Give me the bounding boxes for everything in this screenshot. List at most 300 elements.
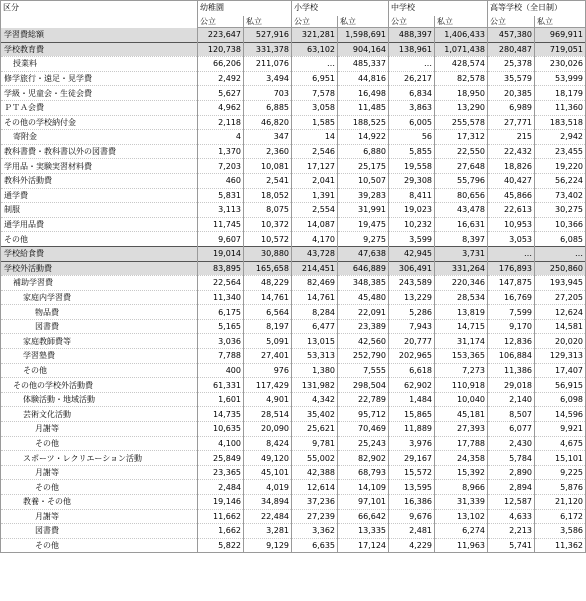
header-group-kindergarten: 幼稚園 [198, 1, 292, 17]
cell-value: 5,784 [488, 451, 535, 466]
cell-value: 48,229 [244, 276, 292, 291]
cell-value: 82,902 [338, 451, 389, 466]
cell-value: 25,175 [338, 159, 389, 174]
cell-value: 8,424 [244, 436, 292, 451]
header-row-groups [1, 1, 586, 17]
cell-value: 21,120 [535, 495, 586, 510]
cell-value: 488,397 [389, 28, 435, 43]
header-private: 私立 [535, 16, 586, 28]
cell-value: 347 [244, 130, 292, 145]
table-row [1, 509, 586, 524]
cell-value: 6,635 [292, 538, 338, 553]
cell-value: 20,385 [488, 86, 535, 101]
cell-value: 321,281 [292, 28, 338, 43]
table-row [1, 261, 586, 276]
table-row [1, 349, 586, 364]
cell-value: 17,124 [338, 538, 389, 553]
cell-value: 3,494 [244, 71, 292, 86]
cell-value: 46,820 [244, 115, 292, 130]
cell-value: 6,005 [389, 115, 435, 130]
cell-value: 73,402 [535, 188, 586, 203]
cell-value: 15,392 [435, 465, 488, 480]
cell-value: 5,286 [389, 305, 435, 320]
cell-value: 35,579 [488, 71, 535, 86]
cell-value: 306,491 [389, 261, 435, 276]
header-private: 私立 [244, 16, 292, 28]
cell-value: 4,100 [198, 436, 244, 451]
cell-value: 243,589 [389, 276, 435, 291]
table-row [1, 422, 586, 437]
cell-value: 15,101 [535, 451, 586, 466]
cell-value: 22,550 [435, 144, 488, 159]
cell-value: 3,863 [389, 100, 435, 115]
row-label: 図書費 [1, 319, 198, 334]
cell-value: 9,275 [338, 232, 389, 247]
cell-value: 280,487 [488, 42, 535, 57]
cell-value: 6,172 [535, 509, 586, 524]
cell-value: 646,889 [338, 261, 389, 276]
cell-value: 14,087 [292, 217, 338, 232]
row-label: 月謝等 [1, 509, 198, 524]
cell-value: 18,826 [488, 159, 535, 174]
cell-value: 6,951 [292, 71, 338, 86]
cell-value: 976 [244, 363, 292, 378]
cell-value: 29,018 [488, 378, 535, 393]
cell-value: 1,598,691 [338, 28, 389, 43]
cell-value: 129,313 [535, 349, 586, 364]
table-row [1, 276, 586, 291]
row-label: 図書費 [1, 524, 198, 539]
cell-value: 106,884 [488, 349, 535, 364]
cell-value: 2,430 [488, 436, 535, 451]
cell-value: 10,040 [435, 392, 488, 407]
table-row [1, 334, 586, 349]
row-label: 通学用品費 [1, 217, 198, 232]
cell-value: 6,077 [488, 422, 535, 437]
cell-value: 8,397 [435, 232, 488, 247]
cell-value: 14,761 [244, 290, 292, 305]
cell-value: 8,197 [244, 319, 292, 334]
cell-value: 6,885 [244, 100, 292, 115]
cell-value: 28,534 [435, 290, 488, 305]
table-row [1, 173, 586, 188]
table-row [1, 451, 586, 466]
row-label: その他 [1, 436, 198, 451]
cell-value: 44,816 [338, 71, 389, 86]
row-label: 家庭教師費等 [1, 334, 198, 349]
cell-value: 56 [389, 130, 435, 145]
cell-value: 223,647 [198, 28, 244, 43]
cell-value: 25,378 [488, 57, 535, 72]
cell-value: 153,365 [435, 349, 488, 364]
cell-value: 428,574 [435, 57, 488, 72]
cell-value: 11,360 [535, 100, 586, 115]
table-row [1, 57, 586, 72]
cell-value: 2,213 [488, 524, 535, 539]
cell-value: 214,451 [292, 261, 338, 276]
cell-value: 2,041 [292, 173, 338, 188]
cell-value: 13,015 [292, 334, 338, 349]
cell-value: 42,945 [389, 246, 435, 261]
table-row [1, 130, 586, 145]
cell-value: … [488, 246, 535, 261]
header-public: 公立 [292, 16, 338, 28]
cell-value: 5,822 [198, 538, 244, 553]
table-row [1, 319, 586, 334]
cell-value: 40,427 [488, 173, 535, 188]
table-row [1, 144, 586, 159]
cell-value: 22,789 [338, 392, 389, 407]
cell-value: 188,525 [338, 115, 389, 130]
cell-value: 97,101 [338, 495, 389, 510]
header-group-high-school: 高等学校（全日制） [488, 1, 586, 17]
row-label: その他 [1, 480, 198, 495]
row-label: 教科外活動費 [1, 173, 198, 188]
cell-value: 9,607 [198, 232, 244, 247]
cell-value: 11,386 [488, 363, 535, 378]
cell-value: 12,624 [535, 305, 586, 320]
table-row [1, 392, 586, 407]
cell-value: 12,614 [292, 480, 338, 495]
cell-value: 10,953 [488, 217, 535, 232]
table-body [1, 1, 586, 553]
table-row [1, 480, 586, 495]
row-label: スポーツ・レクリエーション活動 [1, 451, 198, 466]
cell-value: 18,179 [535, 86, 586, 101]
cell-value: 3,058 [292, 100, 338, 115]
cell-value: 37,236 [292, 495, 338, 510]
cell-value: 348,385 [338, 276, 389, 291]
cell-value: 10,366 [535, 217, 586, 232]
cell-value: 19,220 [535, 159, 586, 174]
cell-value: 11,745 [198, 217, 244, 232]
cell-value: 4,170 [292, 232, 338, 247]
cell-value: 10,372 [244, 217, 292, 232]
cell-value: 400 [198, 363, 244, 378]
cell-value: 13,290 [435, 100, 488, 115]
cell-value: 1,071,438 [435, 42, 488, 57]
cell-value: 457,380 [488, 28, 535, 43]
cell-value: 13,229 [389, 290, 435, 305]
header-private: 私立 [338, 16, 389, 28]
cell-value: 202,965 [389, 349, 435, 364]
cell-value: 29,308 [389, 173, 435, 188]
cell-value: 8,411 [389, 188, 435, 203]
cell-value: 2,554 [292, 203, 338, 218]
cell-value: 2,492 [198, 71, 244, 86]
cell-value: 82,469 [292, 276, 338, 291]
table-row [1, 28, 586, 43]
cell-value: 45,101 [244, 465, 292, 480]
cell-value: 255,578 [435, 115, 488, 130]
cell-value: … [292, 57, 338, 72]
table-row [1, 42, 586, 57]
cell-value: 1,585 [292, 115, 338, 130]
cell-value: 7,203 [198, 159, 244, 174]
cell-value: 331,264 [435, 261, 488, 276]
cell-value: 34,894 [244, 495, 292, 510]
cell-value: 11,362 [535, 538, 586, 553]
cell-value: 25,243 [338, 436, 389, 451]
cell-value: 31,991 [338, 203, 389, 218]
cell-value: 10,572 [244, 232, 292, 247]
table-row [1, 305, 586, 320]
cell-value: 5,831 [198, 188, 244, 203]
cell-value: 12,587 [488, 495, 535, 510]
cell-value: 2,118 [198, 115, 244, 130]
row-label: 学校教育費 [1, 42, 198, 57]
cell-value: 110,918 [435, 378, 488, 393]
cell-value: 11,963 [435, 538, 488, 553]
cell-value: 25,849 [198, 451, 244, 466]
cell-value: 18,950 [435, 86, 488, 101]
cell-value: 14 [292, 130, 338, 145]
cell-value: 6,477 [292, 319, 338, 334]
cell-value: 6,880 [338, 144, 389, 159]
cell-value: 9,781 [292, 436, 338, 451]
row-label: 教科書費・教科書以外の図書費 [1, 144, 198, 159]
cell-value: 11,662 [198, 509, 244, 524]
row-label: 月謝等 [1, 465, 198, 480]
header-group-elementary: 小学校 [292, 1, 389, 17]
cell-value: 17,788 [435, 436, 488, 451]
cell-value: 66,642 [338, 509, 389, 524]
cell-value: 1,391 [292, 188, 338, 203]
cell-value: 9,129 [244, 538, 292, 553]
row-label: 教養・その他 [1, 495, 198, 510]
cell-value: 147,875 [488, 276, 535, 291]
cell-value: 19,014 [198, 246, 244, 261]
row-label: 通学費 [1, 188, 198, 203]
cell-value: 83,895 [198, 261, 244, 276]
cell-value: 27,648 [435, 159, 488, 174]
cell-value: 2,140 [488, 392, 535, 407]
cell-value: 176,893 [488, 261, 535, 276]
cell-value: 11,340 [198, 290, 244, 305]
cell-value: 460 [198, 173, 244, 188]
cell-value: … [535, 246, 586, 261]
row-label: 体験活動・地域活動 [1, 392, 198, 407]
cell-value: 252,790 [338, 349, 389, 364]
table-row [1, 378, 586, 393]
row-label: 学習費総額 [1, 28, 198, 43]
cell-value: 4 [198, 130, 244, 145]
table-row [1, 538, 586, 553]
cell-value: 4,633 [488, 509, 535, 524]
table-row [1, 246, 586, 261]
row-label: 学級・児童会・生徒会費 [1, 86, 198, 101]
cell-value: 62,902 [389, 378, 435, 393]
cell-value: 95,712 [338, 407, 389, 422]
cell-value: 250,860 [535, 261, 586, 276]
cell-value: 6,274 [435, 524, 488, 539]
cell-value: 9,921 [535, 422, 586, 437]
row-label: その他 [1, 363, 198, 378]
cell-value: 7,599 [488, 305, 535, 320]
cell-value: 6,098 [535, 392, 586, 407]
cell-value: 1,370 [198, 144, 244, 159]
row-label: その他 [1, 232, 198, 247]
cell-value: 16,631 [435, 217, 488, 232]
cell-value: 42,388 [292, 465, 338, 480]
cell-value: 27,771 [488, 115, 535, 130]
row-label: 月謝等 [1, 422, 198, 437]
cell-value: 22,484 [244, 509, 292, 524]
cell-value: 43,478 [435, 203, 488, 218]
cell-value: 30,275 [535, 203, 586, 218]
cell-value: 6,085 [535, 232, 586, 247]
row-label: 学習塾費 [1, 349, 198, 364]
cell-value: 14,761 [292, 290, 338, 305]
cell-value: 138,961 [389, 42, 435, 57]
cell-value: 27,393 [435, 422, 488, 437]
cell-value: 55,796 [435, 173, 488, 188]
cell-value: … [389, 57, 435, 72]
cell-value: 3,731 [435, 246, 488, 261]
cell-value: 18,052 [244, 188, 292, 203]
cell-value: 68,793 [338, 465, 389, 480]
cell-value: 2,890 [488, 465, 535, 480]
cell-value: 70,469 [338, 422, 389, 437]
cell-value: 7,273 [435, 363, 488, 378]
cell-value: 14,596 [535, 407, 586, 422]
cell-value: 8,284 [292, 305, 338, 320]
cell-value: 120,738 [198, 42, 244, 57]
table-row [1, 465, 586, 480]
cell-value: 24,358 [435, 451, 488, 466]
cell-value: 14,109 [338, 480, 389, 495]
table-row [1, 188, 586, 203]
cell-value: 703 [244, 86, 292, 101]
cell-value: 527,916 [244, 28, 292, 43]
row-label: 家庭内学習費 [1, 290, 198, 305]
cell-value: 14,735 [198, 407, 244, 422]
cell-value: 39,283 [338, 188, 389, 203]
cell-value: 4,962 [198, 100, 244, 115]
cell-value: 211,076 [244, 57, 292, 72]
cell-value: 6,989 [488, 100, 535, 115]
cell-value: 13,595 [389, 480, 435, 495]
cell-value: 4,901 [244, 392, 292, 407]
cell-value: 4,019 [244, 480, 292, 495]
cell-value: 14,715 [435, 319, 488, 334]
cell-value: 23,365 [198, 465, 244, 480]
cell-value: 2,894 [488, 480, 535, 495]
cell-value: 11,485 [338, 100, 389, 115]
cell-value: 31,339 [435, 495, 488, 510]
cell-value: 16,386 [389, 495, 435, 510]
cell-value: 43,728 [292, 246, 338, 261]
cell-value: 22,432 [488, 144, 535, 159]
table-row [1, 290, 586, 305]
cell-value: 2,546 [292, 144, 338, 159]
cell-value: 165,658 [244, 261, 292, 276]
cell-value: 8,507 [488, 407, 535, 422]
table-row [1, 495, 586, 510]
row-label: 制服 [1, 203, 198, 218]
row-label: ＰＴＡ会費 [1, 100, 198, 115]
cell-value: 20,777 [389, 334, 435, 349]
cell-value: 30,880 [244, 246, 292, 261]
cell-value: 193,945 [535, 276, 586, 291]
cell-value: 331,378 [244, 42, 292, 57]
cell-value: 45,181 [435, 407, 488, 422]
table-row [1, 71, 586, 86]
cell-value: 55,002 [292, 451, 338, 466]
table-row [1, 407, 586, 422]
table-row [1, 217, 586, 232]
row-label: その他 [1, 538, 198, 553]
cell-value: 4,229 [389, 538, 435, 553]
cell-value: 7,555 [338, 363, 389, 378]
cell-value: 53,999 [535, 71, 586, 86]
cell-value: 3,362 [292, 524, 338, 539]
cell-value: 1,406,433 [435, 28, 488, 43]
cell-value: 42,560 [338, 334, 389, 349]
cell-value: 3,053 [488, 232, 535, 247]
cell-value: 8,966 [435, 480, 488, 495]
cell-value: 20,020 [535, 334, 586, 349]
table-row [1, 100, 586, 115]
cell-value: 10,507 [338, 173, 389, 188]
cell-value: 49,120 [244, 451, 292, 466]
table-row [1, 232, 586, 247]
cell-value: 131,982 [292, 378, 338, 393]
cell-value: 1,601 [198, 392, 244, 407]
cell-value: 215 [488, 130, 535, 145]
cell-value: 35,402 [292, 407, 338, 422]
cell-value: 2,484 [198, 480, 244, 495]
cell-value: 12,836 [488, 334, 535, 349]
row-label: 寄附金 [1, 130, 198, 145]
cell-value: 3,281 [244, 524, 292, 539]
header-category: 区分 [1, 1, 198, 28]
cell-value: 2,942 [535, 130, 586, 145]
cell-value: 15,865 [389, 407, 435, 422]
row-label: その他の学校納付金 [1, 115, 198, 130]
row-label: 物品費 [1, 305, 198, 320]
cell-value: 17,407 [535, 363, 586, 378]
cell-value: 82,578 [435, 71, 488, 86]
row-label: 授業料 [1, 57, 198, 72]
table-row [1, 86, 586, 101]
cell-value: 1,662 [198, 524, 244, 539]
cell-value: 2,541 [244, 173, 292, 188]
cell-value: 22,564 [198, 276, 244, 291]
cell-value: 7,788 [198, 349, 244, 364]
cell-value: 3,586 [535, 524, 586, 539]
cell-value: 7,578 [292, 86, 338, 101]
cell-value: 61,331 [198, 378, 244, 393]
row-label: 学用品・実験実習材料費 [1, 159, 198, 174]
cell-value: 23,455 [535, 144, 586, 159]
cell-value: 45,866 [488, 188, 535, 203]
cell-value: 9,676 [389, 509, 435, 524]
cell-value: 4,675 [535, 436, 586, 451]
row-label: 修学旅行・遠足・見学費 [1, 71, 198, 86]
cell-value: 485,337 [338, 57, 389, 72]
cell-value: 3,036 [198, 334, 244, 349]
cell-value: 7,943 [389, 319, 435, 334]
cell-value: 27,239 [292, 509, 338, 524]
cell-value: 66,206 [198, 57, 244, 72]
row-label: 学校外活動費 [1, 261, 198, 276]
cell-value: 5,741 [488, 538, 535, 553]
cell-value: 9,170 [488, 319, 535, 334]
cell-value: 904,164 [338, 42, 389, 57]
table-row [1, 203, 586, 218]
cell-value: 220,346 [435, 276, 488, 291]
